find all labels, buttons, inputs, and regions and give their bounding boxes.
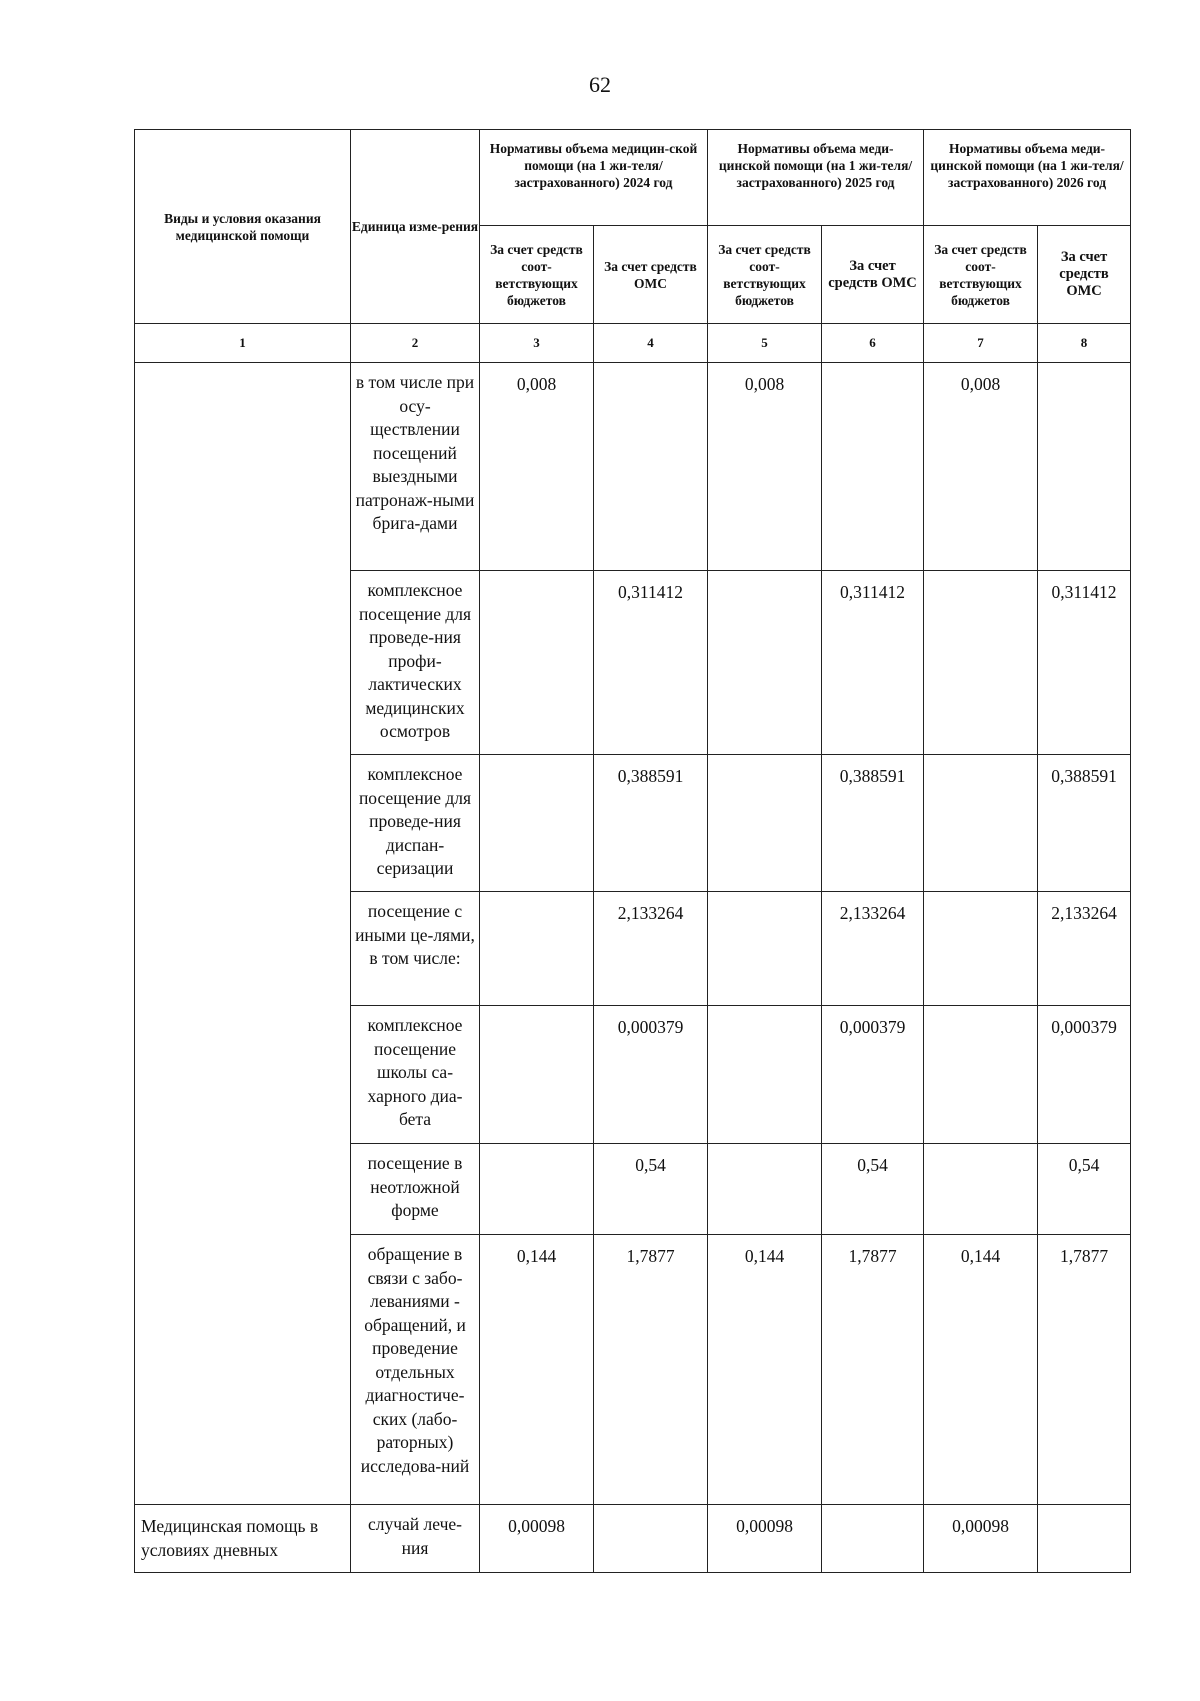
column-number: 4 — [594, 324, 708, 363]
care-type-cell — [135, 363, 351, 1505]
value-cell: 1,7877 — [594, 1235, 708, 1505]
value-cell: 0,008 — [924, 363, 1038, 571]
value-cell — [1038, 363, 1131, 571]
value-cell: 0,00098 — [924, 1505, 1038, 1573]
value-cell — [924, 755, 1038, 892]
value-cell — [924, 1006, 1038, 1144]
value-cell: 2,133264 — [1038, 892, 1131, 1006]
value-cell: 1,7877 — [1038, 1235, 1131, 1505]
value-cell — [924, 892, 1038, 1006]
unit-cell: посещение в неотложной форме — [351, 1144, 480, 1235]
column-number: 7 — [924, 324, 1038, 363]
value-cell — [708, 1006, 822, 1144]
value-cell: 0,388591 — [594, 755, 708, 892]
value-cell — [1038, 1505, 1131, 1573]
value-cell — [822, 363, 924, 571]
value-cell: 0,54 — [822, 1144, 924, 1235]
value-cell — [822, 1505, 924, 1573]
header-2024-oms: За счет средств ОМС — [594, 226, 708, 324]
value-cell — [708, 892, 822, 1006]
care-type-cell: Медицинская помощь в условиях дневных — [135, 1505, 351, 1573]
value-cell: 0,00098 — [480, 1505, 594, 1573]
header-group-2026: Нормативы объема меди-цинской помощи (на 1 жи-теля/застрахованного) 2026 год — [924, 130, 1131, 226]
column-number: 6 — [822, 324, 924, 363]
value-cell — [480, 571, 594, 755]
column-number: 5 — [708, 324, 822, 363]
value-cell — [480, 1144, 594, 1235]
value-cell — [480, 1006, 594, 1144]
value-cell — [480, 755, 594, 892]
header-2025-oms: За счет средств ОМС — [822, 226, 924, 324]
header-group-2025: Нормативы объема меди-цинской помощи (на 1 жи-теля/застрахованного) 2025 год — [708, 130, 924, 226]
value-cell: 0,008 — [480, 363, 594, 571]
value-cell — [924, 571, 1038, 755]
unit-cell: в том числе при осу-ществлении посещений выездными патронаж-ными брига-дами — [351, 363, 480, 571]
unit-cell: обращение в связи с забо-леваниями - обращений, и проведение отдельных диагностиче-ских (лабо-раторных) исследова-ний — [351, 1235, 480, 1505]
column-number: 8 — [1038, 324, 1131, 363]
value-cell: 0,008 — [708, 363, 822, 571]
norms-table — [134, 129, 1131, 1573]
unit-cell: случай лече-ния — [351, 1505, 480, 1573]
header-2026-budget: За счет средств соот-ветствующих бюджетов — [924, 226, 1038, 324]
table-row — [135, 363, 1131, 571]
header-2025-budget: За счет средств соот-ветствующих бюджетов — [708, 226, 822, 324]
value-cell — [708, 1144, 822, 1235]
value-cell: 0,000379 — [594, 1006, 708, 1144]
value-cell: 2,133264 — [594, 892, 708, 1006]
header-care-type: Виды и условия оказания медицинской помощи — [135, 130, 351, 324]
value-cell: 0,144 — [708, 1235, 822, 1505]
unit-cell: комплексное посещение для проведе-ния диспан-серизации — [351, 755, 480, 892]
value-cell: 0,54 — [594, 1144, 708, 1235]
column-number: 1 — [135, 324, 351, 363]
header-2024-budget: За счет средств соот-ветствующих бюджетов — [480, 226, 594, 324]
value-cell: 0,311412 — [1038, 571, 1131, 755]
value-cell: 0,000379 — [822, 1006, 924, 1144]
value-cell: 0,54 — [1038, 1144, 1131, 1235]
header-group-2024: Нормативы объема медицин-ской помощи (на 1 жи-теля/застрахованного) 2024 год — [480, 130, 708, 226]
value-cell: 0,311412 — [594, 571, 708, 755]
value-cell: 1,7877 — [822, 1235, 924, 1505]
value-cell: 0,311412 — [822, 571, 924, 755]
value-cell — [594, 363, 708, 571]
unit-cell: посещение с иными це-лями, в том числе: — [351, 892, 480, 1006]
value-cell: 0,000379 — [1038, 1006, 1131, 1144]
value-cell — [594, 1505, 708, 1573]
value-cell: 0,144 — [924, 1235, 1038, 1505]
value-cell — [708, 755, 822, 892]
unit-cell: комплексное посещение школы са-харного диа-бета — [351, 1006, 480, 1144]
value-cell — [708, 571, 822, 755]
value-cell: 0,388591 — [1038, 755, 1131, 892]
value-cell — [480, 892, 594, 1006]
value-cell: 0,144 — [480, 1235, 594, 1505]
value-cell: 0,00098 — [708, 1505, 822, 1573]
unit-cell: комплексное посещение для проведе-ния профи-лактических медицинских осмотров — [351, 571, 480, 755]
column-number: 2 — [351, 324, 480, 363]
value-cell — [924, 1144, 1038, 1235]
header-2026-oms: За счет средств ОМС — [1038, 226, 1131, 324]
column-number: 3 — [480, 324, 594, 363]
value-cell: 2,133264 — [822, 892, 924, 1006]
header-unit: Единица изме-рения — [351, 130, 480, 324]
value-cell: 0,388591 — [822, 755, 924, 892]
page-number: 62 — [589, 72, 611, 97]
table-row — [135, 1505, 1131, 1573]
